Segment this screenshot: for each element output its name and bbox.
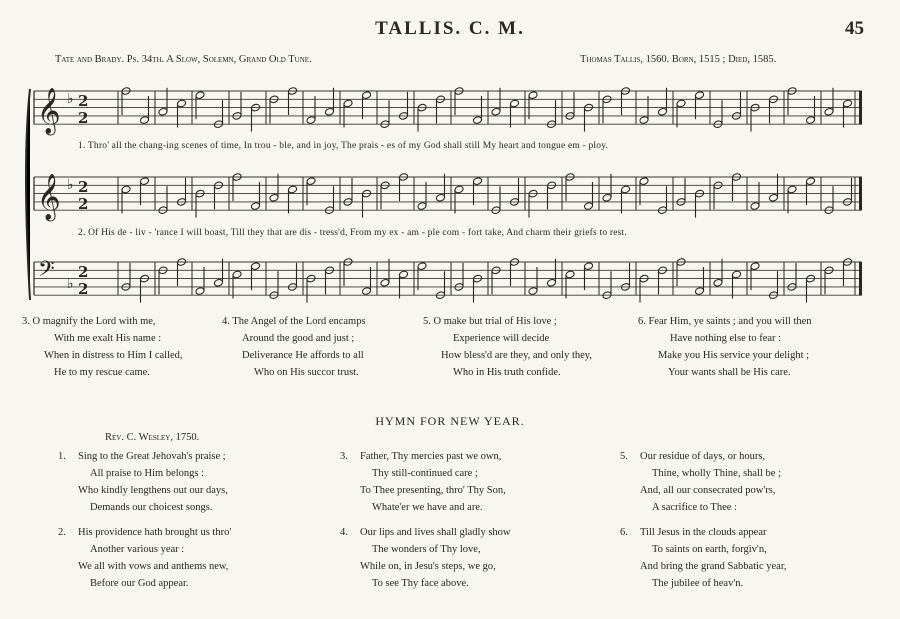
verse-line: The jubilee of heav'n. [652, 578, 744, 589]
hymn-author: Rev. C. Wesley, 1750. [105, 432, 200, 443]
page-title: TALLIS. C. M. [375, 18, 525, 39]
verse-number: 4. [340, 527, 348, 538]
credit-left: Tate and Brady. Ps. 34th. A Slow, Solemn, Grand Old Tune. [55, 54, 312, 65]
verse-number: 1. [58, 451, 66, 462]
verse-line: Thine, wholly Thine, shall be ; [652, 468, 781, 479]
verse-number: 3. [340, 451, 348, 462]
verse-number: 2. [58, 527, 66, 538]
verse-number: 6. [620, 527, 628, 538]
stanza-line: Have nothing else to fear : [670, 333, 782, 344]
verse-line: Father, Thy mercies past we own, [360, 451, 502, 462]
verse-line: And, all our consecrated pow'rs, [640, 485, 776, 496]
hymn-verse-3 [340, 448, 506, 516]
verse-line: Thy still-continued care ; [372, 468, 478, 479]
stanza-line: He to my rescue came. [54, 367, 150, 378]
verse-line: While on, in Jesu's steps, we go, [360, 561, 496, 572]
verse-line: Demands our choicest songs. [90, 502, 213, 513]
verse-line: Before our God appear. [90, 578, 189, 589]
time-signature: 2 [78, 280, 89, 298]
flat-icon: ♭ [67, 91, 74, 107]
verse-line: To see Thy face above. [372, 578, 469, 589]
stanza-5 [423, 313, 592, 381]
verse-line: Till Jesus in the clouds appear [640, 527, 767, 538]
verse-line: And bring the grand Sabbatic year, [640, 561, 787, 572]
stanza-line: Who in His truth confide. [453, 367, 561, 378]
stanza-line: Who on His succor trust. [254, 367, 359, 378]
stanza-line: Experience will decide [453, 333, 550, 344]
lyrics-line-2: 2. Of His de - liv - 'rance I will boast, Till they that are dis - tress'd, From my ex - am - ple com - fort take, And charm their griefs to rest. [78, 228, 627, 238]
stanza-line: When in distress to Him I called, [44, 350, 183, 361]
stanza-line: 5. O make but trial of His love ; [423, 316, 557, 327]
stanza-line: Your wants shall be His care. [668, 367, 791, 378]
hymn-verse-1 [58, 448, 228, 516]
verse-line: Our lips and lives shall gladly show [360, 527, 511, 538]
verse-line: Whate'er we have and are. [372, 502, 483, 513]
stanza-3 [22, 313, 183, 381]
stanza-line: With me exalt His name : [54, 333, 162, 344]
hymn-verse-5 [620, 448, 781, 516]
credit-right: Thomas Tallis, 1560. Born, 1515 ; Died, 1585. [580, 54, 777, 65]
page-number: 45 [845, 18, 864, 39]
verse-line: Another various year : [90, 544, 185, 555]
time-signature: 2 [78, 109, 89, 127]
hymn-verse-4 [340, 524, 511, 592]
flat-icon: ♭ [67, 177, 74, 193]
stanza-line: How bless'd are they, and only they, [441, 350, 592, 361]
verse-number: 5. [620, 451, 628, 462]
verse-line: His providence hath brought us thro' [78, 527, 232, 538]
verse-line: Who kindly lengthens out our days, [78, 485, 228, 496]
time-signature: 2 [78, 195, 89, 213]
verse-line: We all with vows and anthems new, [78, 561, 229, 572]
bass-clef-icon: 𝄢 [38, 257, 55, 287]
stanza-line: Make you His service your delight ; [658, 350, 810, 361]
time-signature: 2 [78, 92, 89, 110]
verse-line: Our residue of days, or hours, [640, 451, 766, 462]
stanza-line: 4. The Angel of the Lord encamps [222, 316, 366, 327]
verse-line: All praise to Him belongs : [90, 468, 205, 479]
stanza-line: 3. O magnify the Lord with me, [22, 316, 156, 327]
hymn-title: HYMN FOR NEW YEAR. [375, 414, 525, 428]
verse-line: The wonders of Thy love, [372, 544, 481, 555]
flat-icon: ♭ [67, 276, 74, 292]
treble-clef-icon: 𝄞 [37, 88, 61, 134]
lyrics-line-1: 1. Thro' all the chang-ing scenes of time, In trou - ble, and in joy, The prais - es of my God shall still My heart and tongue em - ploy. [78, 141, 609, 151]
time-signature: 2 [78, 263, 89, 281]
final-barline [859, 177, 862, 210]
stanza-line: Around the good and just ; [242, 333, 355, 344]
time-signature: 2 [78, 178, 89, 196]
verse-line: To Thee presenting, thro' Thy Son, [360, 485, 506, 496]
verse-line: To saints on earth, forgiv'n, [652, 544, 767, 555]
hymn-verse-2 [58, 524, 231, 592]
treble-clef-icon: 𝄞 [37, 174, 61, 220]
verse-line: Sing to the Great Jehovah's praise ; [78, 451, 226, 462]
stanza-6 [638, 313, 812, 381]
system-brace [26, 89, 30, 300]
hymn-verse-6 [620, 524, 787, 592]
stanza-4 [222, 313, 366, 381]
stanza-line: 6. Fear Him, ye saints ; and you will then [638, 316, 812, 327]
stanza-line: Deliverance He affords to all [242, 350, 364, 361]
final-barline [859, 91, 862, 124]
final-barline [859, 262, 862, 295]
verse-line: A sacrifice to Thee : [652, 502, 737, 513]
